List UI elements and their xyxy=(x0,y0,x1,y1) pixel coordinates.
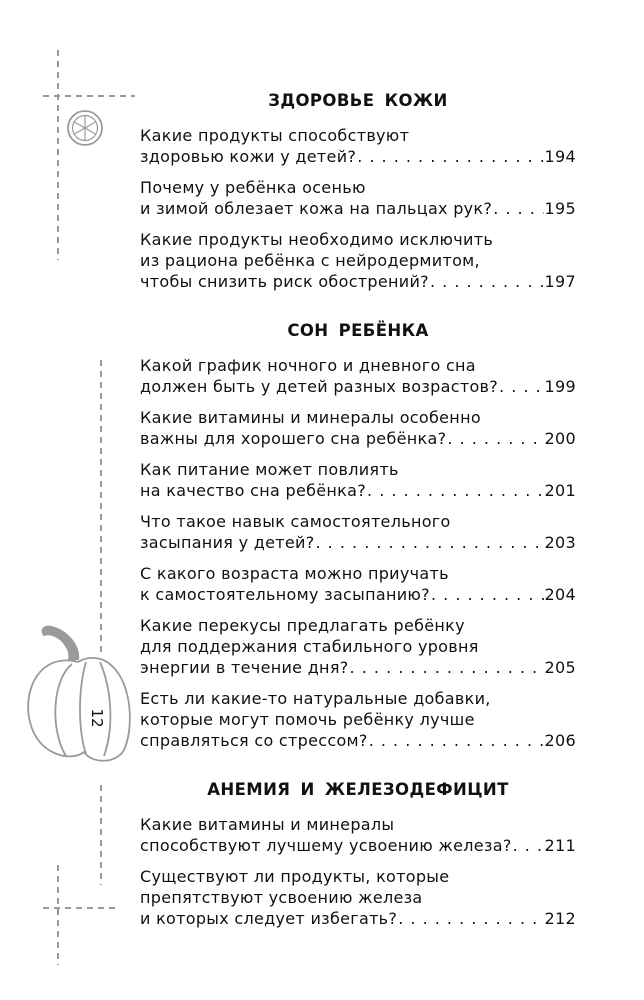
lemon-slice-icon xyxy=(68,111,102,145)
entry-text-line: Какие витамины и минералы особенно xyxy=(140,408,481,427)
entry-last-line xyxy=(140,480,576,501)
dot-leader xyxy=(369,730,544,751)
dot-leader xyxy=(499,376,543,397)
entry-text-line: засыпания у детей? xyxy=(140,533,315,552)
entry-last-line xyxy=(140,657,576,678)
entry-text-line: Какие витамины и минералы xyxy=(140,815,395,834)
entry-text-line: важны для хорошего сна ребёнка? xyxy=(140,429,447,448)
entry-text-line: на качество сна ребёнка? xyxy=(140,481,367,500)
entry-last-line xyxy=(140,730,576,751)
entry-text-line: Какие продукты необходимо исключить xyxy=(140,230,494,249)
entry-text-line: Какие перекусы предлагать ребёнку xyxy=(140,616,465,635)
entry-text-line: чтобы снизить риск обострений? xyxy=(140,272,429,291)
section-title: ЗДОРОВЬЕ КОЖИ xyxy=(268,91,448,110)
entry-page-number: 204 xyxy=(544,585,576,604)
toc-section xyxy=(140,778,576,929)
entry-text-line: должен быть у детей разных возрастов? xyxy=(140,377,499,396)
entry-text-line: к самостоятельному засыпанию? xyxy=(140,585,430,604)
entry-last-line xyxy=(140,532,576,553)
dot-leader xyxy=(357,146,543,167)
entry-last-line xyxy=(140,198,576,219)
entry-text-line: которые могут помочь ребёнку лучше xyxy=(140,710,475,729)
dot-leader xyxy=(493,198,543,219)
entry-text-line: Какие продукты способствуют xyxy=(140,126,410,145)
dot-leader xyxy=(430,271,544,292)
entry-text-line: справляться со стрессом? xyxy=(140,731,368,750)
dot-leader xyxy=(513,835,544,856)
page-number: 12 xyxy=(88,708,106,728)
toc-section xyxy=(140,89,576,292)
entry-page-number: 195 xyxy=(544,199,576,218)
toc-section xyxy=(140,319,576,751)
toc-entry[interactable] xyxy=(140,459,576,501)
entry-text-line: С какого возраста можно приучать xyxy=(140,564,449,583)
toc-entry[interactable] xyxy=(140,407,576,449)
section-title: СОН РЕБЁНКА xyxy=(287,321,429,340)
entry-last-line xyxy=(140,428,576,449)
entry-text-line: препятствуют усвоению железа xyxy=(140,888,423,907)
entry-text-line: энергии в течение дня? xyxy=(140,658,349,677)
entry-last-line xyxy=(140,584,576,605)
toc-entry[interactable] xyxy=(140,125,576,167)
entry-last-line xyxy=(140,908,576,929)
toc-entry[interactable] xyxy=(140,563,576,605)
dot-leader xyxy=(431,584,544,605)
toc-entry[interactable] xyxy=(140,814,576,856)
toc-entry[interactable] xyxy=(140,229,576,292)
pumpkin-icon xyxy=(28,627,130,761)
table-of-contents xyxy=(140,89,576,956)
dot-leader xyxy=(367,480,544,501)
toc-entry[interactable] xyxy=(140,866,576,929)
entry-text-line: Какой график ночного и дневного сна xyxy=(140,356,476,375)
entry-text-line: и которых следует избегать? xyxy=(140,909,398,928)
entry-text-line: Что такое навык самостоятельного xyxy=(140,512,451,531)
entry-last-line xyxy=(140,146,576,167)
toc-entry[interactable] xyxy=(140,177,576,219)
toc-entry[interactable] xyxy=(140,511,576,553)
entry-text-line: Есть ли какие-то натуральные добавки, xyxy=(140,689,491,708)
entry-page-number: 203 xyxy=(544,533,576,552)
entry-page-number: 201 xyxy=(544,481,576,500)
entry-page-number: 199 xyxy=(544,377,576,396)
section-title: АНЕМИЯ И ЖЕЛЕЗОДЕФИЦИТ xyxy=(207,780,509,799)
entry-page-number: 200 xyxy=(544,429,576,448)
entry-page-number: 194 xyxy=(544,147,576,166)
toc-entry[interactable] xyxy=(140,615,576,678)
dot-leader xyxy=(350,657,544,678)
entry-text-line: способствуют лучшему усвоению железа? xyxy=(140,836,512,855)
entry-page-number: 211 xyxy=(544,836,576,855)
entry-text-line: для поддержания стабильного уровня xyxy=(140,637,479,656)
entry-text-line: Существуют ли продукты, которые xyxy=(140,867,450,886)
entry-text-line: Почему у ребёнка осенью xyxy=(140,178,366,197)
entry-text-line: Как питание может повлиять xyxy=(140,460,399,479)
entry-page-number: 206 xyxy=(544,731,576,750)
entry-last-line xyxy=(140,271,576,292)
entry-text-line: из рациона ребёнка с нейродермитом, xyxy=(140,251,480,270)
toc-entry[interactable] xyxy=(140,355,576,397)
dot-leader xyxy=(398,908,543,929)
entry-last-line xyxy=(140,376,576,397)
dot-leader xyxy=(447,428,543,449)
toc-entry[interactable] xyxy=(140,688,576,751)
entry-text-line: и зимой облезает кожа на пальцах рук? xyxy=(140,199,493,218)
entry-page-number: 197 xyxy=(544,272,576,291)
entry-page-number: 212 xyxy=(544,909,576,928)
dot-leader xyxy=(316,532,544,553)
entry-last-line xyxy=(140,835,576,856)
entry-page-number: 205 xyxy=(544,658,576,677)
entry-text-line: здоровью кожи у детей? xyxy=(140,147,357,166)
